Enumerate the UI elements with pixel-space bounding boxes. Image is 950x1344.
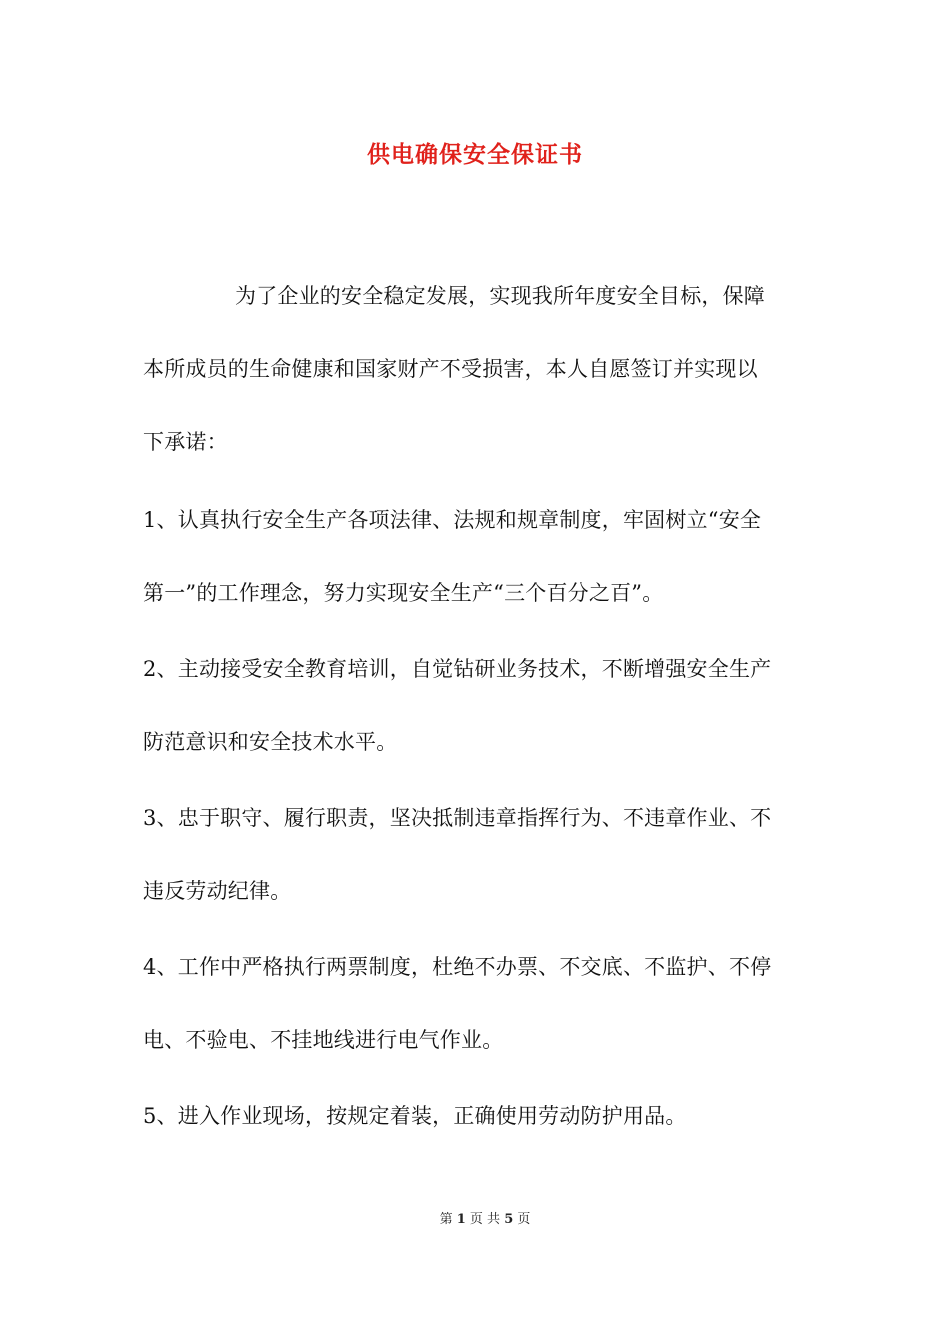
paragraph-line: 电、不验电、不挂地线进行电气作业。 [143,1028,504,1052]
footer-suffix: 页 [517,1212,531,1227]
paragraph-line: 4、工作中严格执行两票制度，杜绝不办票、不交底、不监护、不停 [143,955,772,979]
paragraph-line: 为了企业的安全稳定发展，实现我所年度安全目标，保障 [235,284,765,308]
total-page-number: 5 [504,1212,514,1227]
paragraph-line: 2、主动接受安全教育培训，自觉钻研业务技术，不断增强安全生产 [143,657,772,681]
document-title: 供电确保安全保证书 [367,141,583,168]
current-page-number: 1 [456,1212,466,1227]
paragraph-line: 1、认真执行安全生产各项法律、法规和规章制度，牢固树立“安全 [143,508,762,532]
footer-middle: 页 共 [469,1212,501,1227]
paragraph-line: 5、进入作业现场，按规定着装，正确使用劳动防护用品。 [143,1104,687,1128]
paragraph-line: 第一”的工作理念，努力实现安全生产“三个百分之百”。 [143,581,664,605]
page-footer [0,1208,950,1227]
paragraph-line: 3、忠于职守、履行职责，坚决抵制违章指挥行为、不违章作业、不 [143,806,772,830]
footer-prefix: 第 [439,1212,453,1227]
paragraph-line: 下承诺： [143,430,228,454]
paragraph-line: 违反劳动纪律。 [143,879,292,903]
paragraph-line: 本所成员的生命健康和国家财产不受损害，本人自愿签订并实现以 [143,357,758,381]
paragraph-line: 防范意识和安全技术水平。 [143,730,398,754]
